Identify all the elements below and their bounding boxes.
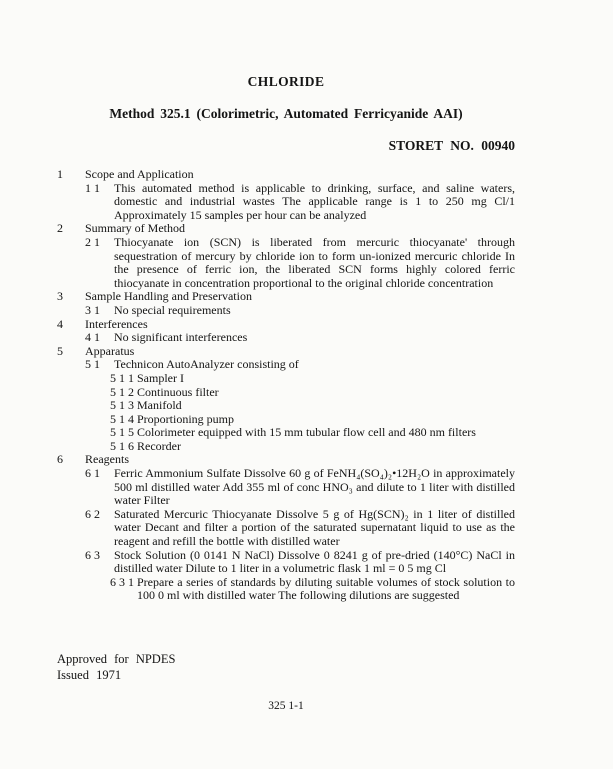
subsection-number: 6 2: [85, 506, 100, 521]
section-heading-row: [57, 290, 515, 304]
document-footer: [57, 651, 515, 683]
subsection-number: 5 1: [85, 357, 100, 372]
subsection-text: Colorimeter equipped with 15 mm tubular flow cell and 480 nm filters: [137, 425, 476, 440]
section-title: Interferences: [85, 316, 148, 331]
section-number: 5: [57, 343, 63, 358]
subsection-number: 5 1 3: [110, 398, 134, 413]
subsection-row: [57, 386, 515, 400]
section-title: Summary of Method: [85, 221, 185, 236]
section-heading-row: [57, 222, 515, 236]
subsection-row: [57, 467, 515, 508]
subsection-row: [57, 440, 515, 454]
subsection-number: 1 1: [85, 180, 100, 195]
subsection-text: Recorder: [137, 438, 181, 453]
document-content: [57, 74, 515, 713]
subsection-number: 6 1: [85, 466, 100, 481]
section-heading-row: [57, 168, 515, 182]
subsection-number: 6 3 1: [110, 574, 134, 589]
section-number: 1: [57, 167, 63, 181]
subsection-row: [57, 426, 515, 440]
section-number: 4: [57, 316, 63, 331]
subsection-text: Proportioning pump: [137, 411, 235, 426]
subsection-number: 5 1 5: [110, 425, 134, 440]
page-number: 325 1-1: [268, 700, 304, 712]
subsection-text: No special requirements: [114, 302, 231, 317]
subsection-number: 3 1: [85, 302, 100, 317]
subsection-text: This automated method is applicable to drinking, surface, and saline waters, domestic and industrial wastes The applicable range is 1 to 250 mg Cl/1 Approximately 15 samples per hour can be analyzed: [114, 180, 515, 222]
subsection-number: 2 1: [85, 234, 100, 249]
subsection-number: 5 1 2: [110, 384, 134, 399]
section-title: Apparatus: [85, 343, 135, 358]
subsection-text: Continuous filter: [137, 384, 219, 399]
subsection-text: No significant interferences: [114, 330, 248, 345]
issued-line: Issued 1971: [57, 668, 122, 682]
subsection-row: [57, 182, 515, 223]
subsection-text: Ferric Ammonium Sulfate Dissolve 60 g of FeNH₄(SO₄)₂•12H₂O in approximately 500 ml distilled water Add 355 ml of conc HNO₃ and dilute to 1 liter with distilled water Filter: [114, 466, 515, 508]
approved-line: Approved for NPDES: [57, 652, 176, 666]
subsection-row: [57, 331, 515, 345]
section-heading-row: [57, 318, 515, 332]
section-heading-row: [57, 453, 515, 467]
section-heading-row: [57, 345, 515, 359]
storet-number: STORET NO. 00940: [388, 138, 515, 153]
subsection-text: Sampler I: [137, 370, 184, 385]
method-subtitle: Method 325.1 (Colorimetric, Automated Ferricyanide AAI): [109, 106, 463, 121]
subsection-number: 6 3: [85, 547, 100, 562]
subsection-row: [57, 549, 515, 576]
subsection-row: [57, 413, 515, 427]
subsection-row: [57, 358, 515, 372]
subsection-number: 4 1: [85, 330, 100, 345]
subsection-text: Stock Solution (0 0141 N NaCl) Dissolve 0 8241 g of pre-dried (140°C) NaCl in distilled water Dilute to 1 liter in a volumetric flask 1 ml = 0 5 mg Cl: [114, 547, 515, 576]
subsection-number: 5 1 6: [110, 438, 134, 453]
subsection-row: [57, 304, 515, 318]
subsection-row: [57, 399, 515, 413]
subsection-text: Manifold: [137, 398, 182, 413]
section-title: Scope and Application: [85, 167, 194, 181]
subsection-number: 5 1 4: [110, 411, 134, 426]
document-title: CHLORIDE: [247, 74, 325, 89]
section-number: 3: [57, 289, 63, 304]
subsection-text: Technicon AutoAnalyzer consisting of: [114, 357, 299, 372]
subsection-row: [57, 508, 515, 549]
sections-list: [57, 168, 515, 603]
subsection-number: 5 1 1: [110, 370, 134, 385]
subsection-row: [57, 372, 515, 386]
section-number: 6: [57, 452, 63, 467]
section-number: 2: [57, 221, 63, 236]
subsection-text: Saturated Mercuric Thiocyanate Dissolve 5 g of Hg(SCN)₂ in 1 liter of distilled water Decant and filter a portion of the saturated supernatant liquid to use as the reagent and refill the bottle with distilled water: [114, 506, 515, 549]
section-title: Reagents: [85, 452, 129, 467]
subsection-row: [57, 236, 515, 290]
subsection-row: [57, 576, 515, 603]
section-title: Sample Handling and Preservation: [85, 289, 252, 304]
subsection-text: Prepare a series of standards by diluting suitable volumes of stock solution to 100 0 ml with distilled water The following dilutions are suggested: [137, 574, 515, 603]
subsection-text: Thiocyanate ion (SCN) is liberated from mercuric thiocyanate' through sequestration of mercury by chloride ion to form un-ionized mercuric chloride In the presence of ferric ion, the liberated SCN forms highly colored ferric thiocyanate in concentration proportional to the original chloride concentration: [114, 234, 515, 290]
